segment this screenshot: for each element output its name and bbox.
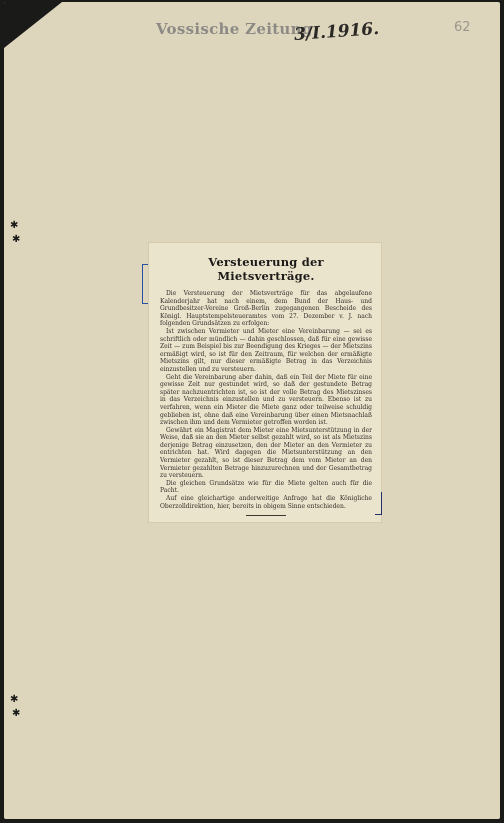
newspaper-clipping	[149, 243, 381, 522]
article-title: Versteuerung der Mietsverträge.	[208, 255, 324, 283]
binder-hole-mark: ✱	[12, 234, 21, 245]
newspaper-stamp: Vossische Zeitung	[156, 20, 313, 38]
torn-corner	[4, 2, 62, 48]
article-paragraph: Auf eine gleichartige anderweitige Anfrage hat die Königliche Oberzolldirektion, hier, bereits in obigem Sinne entschieden.	[160, 495, 372, 510]
pencil-mark-left	[142, 264, 148, 304]
article-paragraph: Geht die Vereinbarung aber dahin, daß ein Teil der Miete für eine gewisse Zeit nur gestundet wird, so daß der gestundete Betrag später nachzuentrichten ist, so ist der volle Betrag des Mietszinses in das Verzeichnis einzustellen und zu versteuern. Ebenso ist zu verfahren, wenn ein Mieter die Miete ganz oder teilweise schuldig geblieben ist, ohne daß eine Vereinbarung über einen Mietsnachlaß zwischen ihm und dem Vermieter getroffen worden ist.	[160, 373, 372, 427]
article-paragraph: Die gleichen Grundsätze wie für die Miete gelten auch für die Pacht.	[160, 479, 372, 495]
binder-hole-mark: ✱	[12, 708, 21, 719]
binder-hole-mark: ✱	[10, 694, 19, 705]
pencil-mark-right	[375, 492, 382, 515]
end-rule	[246, 515, 286, 516]
article-paragraph: Ist zwischen Vermieter und Mieter eine Vereinbarung — sei es schriftlich oder mündlich — dahin geschlossen, daß für eine gewisse Zeit — zum Beispiel bis zur Beendigung des Krieges — der Mietszins ermäßigt wird, so ist für den Zeitraum, für welchen der ermäßigte Mietszins gilt, nur dieser ermäßigte Betrag in das Verzeichnis einzustellen und zu versteuern.	[160, 327, 372, 373]
archive-sheet	[4, 2, 500, 819]
binder-hole-mark: ✱	[10, 220, 19, 231]
article-paragraph: Die Versteuerung der Mietsverträge für das abgelaufene Kalenderjahr hat nach einem, dem Bund der Haus- und Grundbesitzer-Vereine Groß-Berlin zugegangenen Bescheide des Königl. Hauptstempelsteueramtes vom 27. Dezember v. J. nach folgenden Grundsätzen zu erfolgen:	[160, 290, 372, 328]
handwritten-date: 3/I.1916.	[293, 19, 380, 45]
article-body	[160, 290, 372, 510]
article-paragraph: Gewährt ein Magistrat dem Mieter eine Mietsunterstützung in der Weise, daß sie an den Mieter selbst gezahlt wird, so ist als Mietszins derjenige Betrag einzusetzen, den der Mieter an den Vermieter zu entrichten hat. Wird dagegen die Mietsunterstützung an den Vermieter gezahlt, so ist dieser Betrag dem vom Mieter an den Vermieter gezahlten Betrage hinzuzurechnen und der Gesamtbetrag zu versteuern.	[160, 426, 372, 480]
page-number: 62	[454, 20, 471, 35]
